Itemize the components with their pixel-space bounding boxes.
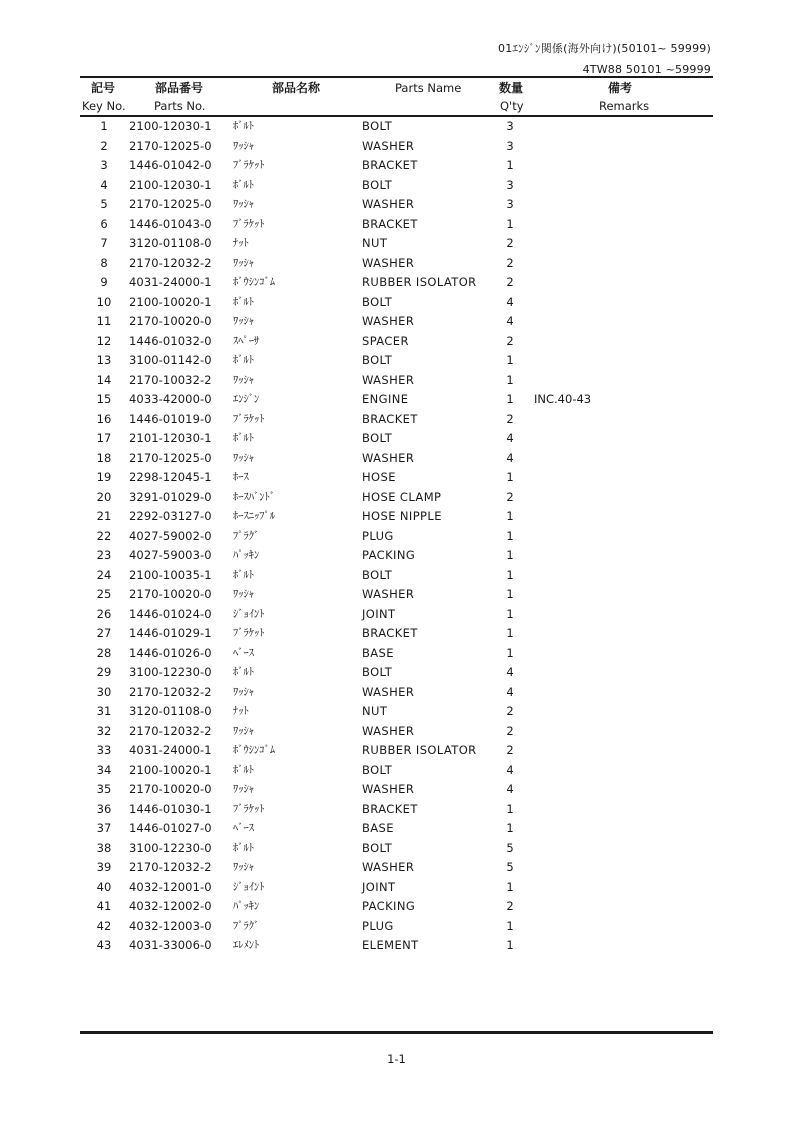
table-row — [0, 605, 793, 625]
part-name-en: JOINT — [362, 879, 396, 894]
quantity: 1 — [506, 567, 514, 582]
table-row — [0, 156, 793, 176]
key-no: 38 — [96, 840, 112, 855]
part-name-en: WASHER — [362, 587, 415, 601]
part-name-jp: ﾊﾟｯｷﾝ — [233, 549, 260, 561]
part-number: 1446-01032-0 — [129, 333, 212, 348]
table-row — [0, 839, 793, 859]
part-name-en: BOLT — [362, 294, 393, 309]
quantity: 1 — [506, 645, 514, 660]
part-number: 3100-12230-0 — [129, 840, 212, 855]
part-name-jp: ﾎﾞﾙﾄ — [233, 432, 254, 444]
part-name-en: WASHER — [362, 450, 415, 465]
part-name-en: BOLT — [362, 353, 393, 367]
part-name-en: RUBBER ISOLATOR — [362, 275, 477, 289]
part-number: 2100-12030-1 — [129, 119, 212, 133]
part-name-en: JOINT — [362, 606, 396, 621]
part-name-jp: ﾎｰｽﾊﾞﾝﾄﾞ — [233, 490, 275, 503]
key-no: 35 — [96, 782, 112, 796]
part-number: 2100-10020-1 — [129, 294, 212, 309]
key-no: 26 — [96, 606, 112, 621]
table-row — [0, 410, 793, 430]
quantity: 3 — [506, 119, 514, 133]
part-name-en: NUT — [362, 704, 388, 718]
part-name-en: PLUG — [362, 528, 394, 543]
part-number: 2170-12025-0 — [129, 138, 212, 153]
table-row — [0, 273, 793, 293]
table-row — [0, 390, 793, 410]
part-number: 4032-12003-0 — [129, 918, 212, 933]
part-name-en: BASE — [362, 645, 394, 660]
quantity: 2 — [506, 236, 514, 250]
key-no: 8 — [100, 255, 108, 270]
part-name-jp: ﾌﾟﾗｸﾞ — [233, 919, 260, 932]
page-number: 1-1 — [387, 1052, 406, 1066]
table-row — [0, 624, 793, 644]
part-name-jp: ﾜｯｼｬ — [233, 685, 254, 698]
key-no: 13 — [96, 353, 112, 367]
part-name-jp: ﾜｯｼｬ — [233, 256, 254, 269]
part-number: 4027-59003-0 — [129, 548, 212, 562]
part-name-en: BOLT — [362, 840, 393, 855]
part-number: 2170-12025-0 — [129, 450, 212, 465]
table-row — [0, 195, 793, 215]
part-name-jp: ｴﾝｼﾞﾝ — [233, 393, 260, 405]
table-row — [0, 488, 793, 508]
part-number: 1446-01026-0 — [129, 645, 212, 660]
key-no: 39 — [96, 860, 112, 874]
key-no: 37 — [96, 821, 112, 835]
key-no: 12 — [96, 333, 112, 348]
key-no: 34 — [96, 762, 112, 777]
table-row — [0, 429, 793, 449]
part-name-jp: ﾎｰｽﾆｯﾌﾟﾙ — [233, 510, 275, 522]
part-name-en: BRACKET — [362, 411, 418, 426]
quantity: 1 — [506, 548, 514, 562]
key-no: 41 — [96, 899, 112, 913]
part-name-jp: ﾌﾞﾗｹｯﾄ — [233, 159, 265, 171]
table-row — [0, 176, 793, 196]
table-row — [0, 761, 793, 781]
part-name-jp: ｽﾍﾟｰｻ — [233, 334, 260, 347]
key-no: 2 — [100, 138, 108, 153]
part-number: 3291-01029-0 — [129, 489, 212, 504]
quantity: 4 — [506, 294, 514, 309]
part-number: 2170-10020-0 — [129, 314, 212, 328]
key-no: 20 — [96, 489, 112, 504]
quantity: 2 — [506, 743, 514, 757]
key-no: 14 — [96, 372, 112, 387]
part-number: 3100-01142-0 — [129, 353, 212, 367]
table-row — [0, 312, 793, 332]
part-name-en: WASHER — [362, 255, 415, 270]
key-no: 31 — [96, 704, 112, 718]
table-row — [0, 917, 793, 937]
table-row — [0, 702, 793, 722]
part-name-jp: ﾎﾞﾙﾄ — [233, 666, 254, 678]
quantity: 2 — [506, 704, 514, 718]
table-row — [0, 117, 793, 137]
key-no: 19 — [96, 470, 112, 484]
header-key-en: Key No. — [82, 99, 126, 113]
part-name-en: PLUG — [362, 918, 394, 933]
part-name-en: PACKING — [362, 899, 416, 913]
part-name-jp: ﾎﾞｳｼﾝｺﾞﾑ — [233, 744, 275, 756]
part-name-en: WASHER — [362, 314, 415, 328]
key-no: 32 — [96, 723, 112, 738]
part-name-jp: ﾌﾞﾗｹｯﾄ — [233, 412, 265, 425]
quantity: 4 — [506, 431, 514, 445]
part-name-en: WASHER — [362, 138, 415, 153]
quantity: 4 — [506, 762, 514, 777]
quantity: 1 — [506, 821, 514, 835]
part-name-jp: ﾜｯｼｬ — [233, 139, 254, 152]
key-no: 40 — [96, 879, 112, 894]
quantity: 1 — [506, 216, 514, 231]
part-name-jp: ﾜｯｼｬ — [233, 373, 254, 386]
header-part-no-jp: 部品番号 — [155, 81, 204, 95]
part-number: 2101-12030-1 — [129, 431, 212, 445]
remarks: INC.40-43 — [534, 392, 592, 406]
table-row — [0, 468, 793, 488]
key-no: 11 — [96, 314, 112, 328]
part-name-jp: ｴﾚﾒﾝﾄ — [233, 939, 260, 951]
part-number: 2170-12032-2 — [129, 684, 212, 699]
key-no: 27 — [96, 626, 112, 640]
quantity: 1 — [506, 392, 514, 406]
part-number: 4027-59002-0 — [129, 528, 212, 543]
table-row — [0, 819, 793, 839]
quantity: 2 — [506, 489, 514, 504]
part-name-en: BOLT — [362, 665, 393, 679]
part-number: 1446-01030-1 — [129, 801, 212, 816]
key-no: 25 — [96, 587, 112, 601]
key-no: 16 — [96, 411, 112, 426]
quantity: 2 — [506, 275, 514, 289]
part-name-jp: ﾜｯｼｬ — [233, 198, 254, 210]
quantity: 1 — [506, 879, 514, 894]
key-no: 23 — [96, 548, 112, 562]
key-no: 3 — [100, 158, 108, 172]
header-part-no-en: Parts No. — [154, 99, 206, 113]
table-row — [0, 878, 793, 898]
header-name-en: Parts Name — [395, 81, 462, 95]
table-row — [0, 293, 793, 313]
part-name-en: BOLT — [362, 177, 393, 192]
part-number: 4032-12002-0 — [129, 899, 212, 913]
key-no: 21 — [96, 509, 112, 523]
part-name-en: BOLT — [362, 119, 393, 133]
key-no: 33 — [96, 743, 112, 757]
part-number: 2170-12032-2 — [129, 255, 212, 270]
part-number: 4032-12001-0 — [129, 879, 212, 894]
part-name-en: WASHER — [362, 782, 415, 796]
table-row — [0, 234, 793, 254]
part-number: 2292-03127-0 — [129, 509, 212, 523]
table-row — [0, 527, 793, 547]
part-name-jp: ﾎﾞﾙﾄ — [233, 568, 254, 581]
quantity: 3 — [506, 177, 514, 192]
quantity: 1 — [506, 918, 514, 933]
part-name-jp: ｼﾞｮｲﾝﾄ — [233, 880, 265, 893]
quantity: 1 — [506, 938, 514, 952]
table-top-rule — [80, 76, 713, 78]
header-remarks-jp: 備考 — [608, 81, 633, 95]
part-name-en: HOSE NIPPLE — [362, 509, 442, 523]
table-row — [0, 449, 793, 469]
part-name-jp: ﾊﾟｯｷﾝ — [233, 900, 260, 912]
page-header — [498, 38, 711, 80]
part-name-jp: ﾜｯｼｬ — [233, 783, 254, 795]
table-row — [0, 936, 793, 956]
quantity: 4 — [506, 684, 514, 699]
key-no: 7 — [100, 236, 108, 250]
table-row — [0, 780, 793, 800]
key-no: 18 — [96, 450, 112, 465]
table-row — [0, 254, 793, 274]
part-name-jp: ﾎﾞﾙﾄ — [233, 178, 254, 191]
parts-table-body — [0, 117, 793, 956]
part-number: 3120-01108-0 — [129, 704, 212, 718]
table-row — [0, 215, 793, 235]
key-no: 29 — [96, 665, 112, 679]
header-qty-en: Q'ty — [500, 99, 524, 113]
part-name-en: WASHER — [362, 372, 415, 387]
part-name-en: BOLT — [362, 431, 393, 445]
table-row — [0, 351, 793, 371]
part-name-en: BRACKET — [362, 626, 418, 640]
part-number: 2100-10020-1 — [129, 762, 212, 777]
part-name-jp: ﾌﾞﾗｹｯﾄ — [233, 802, 265, 815]
part-number: 1446-01027-0 — [129, 821, 212, 835]
part-name-jp: ﾌﾞﾗｹｯﾄ — [233, 217, 265, 230]
part-name-en: HOSE — [362, 470, 396, 484]
part-number: 2170-12025-0 — [129, 197, 212, 211]
key-no: 15 — [96, 392, 112, 406]
model-range: 4TW88 50101 ~59999 — [582, 63, 711, 76]
quantity: 5 — [506, 860, 514, 874]
part-name-en: BRACKET — [362, 801, 418, 816]
quantity: 2 — [506, 899, 514, 913]
part-name-en: HOSE CLAMP — [362, 489, 442, 504]
part-name-jp: ﾎﾞﾙﾄ — [233, 295, 254, 308]
part-number: 1446-01042-0 — [129, 158, 212, 172]
quantity: 4 — [506, 782, 514, 796]
part-number: 2170-12032-2 — [129, 723, 212, 738]
quantity: 2 — [506, 333, 514, 348]
part-name-jp: ﾎﾞﾙﾄ — [233, 354, 254, 366]
part-number: 3100-12230-0 — [129, 665, 212, 679]
key-no: 10 — [96, 294, 112, 309]
part-name-jp: ﾎﾞﾙﾄ — [233, 763, 254, 776]
table-row — [0, 585, 793, 605]
quantity: 3 — [506, 197, 514, 211]
part-name-en: ENGINE — [362, 392, 409, 406]
key-no: 4 — [100, 177, 108, 192]
part-name-jp: ﾜｯｼｬ — [233, 451, 254, 464]
part-name-en: BRACKET — [362, 216, 418, 231]
key-no: 30 — [96, 684, 112, 699]
quantity: 1 — [506, 372, 514, 387]
part-number: 1446-01024-0 — [129, 606, 212, 621]
part-name-en: ELEMENT — [362, 938, 419, 952]
quantity: 2 — [506, 411, 514, 426]
quantity: 4 — [506, 665, 514, 679]
part-name-jp: ﾜｯｼｬ — [233, 724, 254, 737]
part-name-jp: ﾎﾞﾙﾄ — [233, 120, 254, 132]
quantity: 1 — [506, 353, 514, 367]
part-name-en: WASHER — [362, 723, 415, 738]
part-name-jp: ﾎｰｽ — [233, 471, 249, 483]
key-no: 1 — [100, 119, 108, 133]
part-name-jp: ﾅｯﾄ — [233, 705, 249, 717]
key-no: 24 — [96, 567, 112, 582]
table-row — [0, 507, 793, 527]
quantity: 1 — [506, 606, 514, 621]
part-name-en: NUT — [362, 236, 388, 250]
part-number: 4031-24000-1 — [129, 743, 212, 757]
table-row — [0, 137, 793, 157]
part-name-en: RUBBER ISOLATOR — [362, 743, 477, 757]
quantity: 1 — [506, 626, 514, 640]
table-row — [0, 371, 793, 391]
quantity: 2 — [506, 255, 514, 270]
quantity: 1 — [506, 158, 514, 172]
part-name-jp: ﾜｯｼｬ — [233, 315, 254, 327]
part-name-en: PACKING — [362, 548, 416, 562]
part-number: 2170-10020-0 — [129, 782, 212, 796]
part-number: 1446-01029-1 — [129, 626, 212, 640]
section-title: 01ｴﾝｼﾞﾝ関係(海外向け)(50101~ 59999) — [498, 42, 711, 55]
table-row — [0, 332, 793, 352]
part-name-jp: ﾎﾞﾙﾄ — [233, 841, 254, 854]
part-number: 2100-12030-1 — [129, 177, 212, 192]
quantity: 1 — [506, 470, 514, 484]
quantity: 4 — [506, 450, 514, 465]
key-no: 28 — [96, 645, 112, 660]
header-name-jp: 部品名称 — [272, 81, 321, 95]
quantity: 3 — [506, 138, 514, 153]
table-row — [0, 644, 793, 664]
part-number: 2170-10032-2 — [129, 372, 212, 387]
part-number: 2100-10035-1 — [129, 567, 212, 582]
header-qty-jp: 数量 — [499, 81, 524, 95]
part-name-jp: ｼﾞｮｲﾝﾄ — [233, 607, 265, 620]
part-name-jp: ﾍﾞｰｽ — [233, 646, 254, 659]
table-bottom-rule — [80, 1031, 713, 1034]
quantity: 1 — [506, 587, 514, 601]
table-row — [0, 546, 793, 566]
part-name-jp: ﾍﾞｰｽ — [233, 822, 254, 834]
part-name-en: BASE — [362, 821, 394, 835]
part-name-en: BOLT — [362, 567, 393, 582]
part-name-en: WASHER — [362, 197, 415, 211]
quantity: 5 — [506, 840, 514, 855]
part-number: 1446-01019-0 — [129, 411, 212, 426]
quantity: 1 — [506, 528, 514, 543]
part-number: 4033-42000-0 — [129, 392, 212, 406]
part-number: 4031-24000-1 — [129, 275, 212, 289]
part-name-jp: ﾌﾞﾗｹｯﾄ — [233, 627, 265, 639]
quantity: 1 — [506, 509, 514, 523]
part-name-en: BOLT — [362, 762, 393, 777]
table-row — [0, 683, 793, 703]
header-key-jp: 記号 — [91, 81, 116, 95]
part-name-en: WASHER — [362, 684, 415, 699]
part-name-jp: ﾜｯｼｬ — [233, 588, 254, 600]
quantity: 1 — [506, 801, 514, 816]
table-row — [0, 858, 793, 878]
header-remarks-en: Remarks — [599, 99, 650, 113]
part-number: 2298-12045-1 — [129, 470, 212, 484]
part-number: 2170-12032-2 — [129, 860, 212, 874]
part-name-en: WASHER — [362, 860, 415, 874]
table-row — [0, 897, 793, 917]
table-row — [0, 800, 793, 820]
table-row — [0, 566, 793, 586]
part-name-jp: ﾎﾞｳｼﾝｺﾞﾑ — [233, 276, 275, 288]
key-no: 22 — [96, 528, 112, 543]
key-no: 5 — [100, 197, 108, 211]
key-no: 43 — [96, 938, 112, 952]
key-no: 9 — [100, 275, 108, 289]
part-name-jp: ﾜｯｼｬ — [233, 861, 254, 873]
part-name-en: SPACER — [362, 333, 409, 348]
table-row — [0, 741, 793, 761]
part-number: 1446-01043-0 — [129, 216, 212, 231]
part-name-jp: ﾌﾟﾗｸﾞ — [233, 529, 260, 542]
quantity: 4 — [506, 314, 514, 328]
part-name-en: BRACKET — [362, 158, 418, 172]
key-no: 6 — [100, 216, 108, 231]
part-number: 2170-10020-0 — [129, 587, 212, 601]
key-no: 17 — [96, 431, 112, 445]
key-no: 36 — [96, 801, 112, 816]
part-number: 3120-01108-0 — [129, 236, 212, 250]
part-name-jp: ﾅｯﾄ — [233, 237, 249, 249]
part-number: 4031-33006-0 — [129, 938, 212, 952]
table-row — [0, 663, 793, 683]
quantity: 2 — [506, 723, 514, 738]
key-no: 42 — [96, 918, 112, 933]
table-row — [0, 722, 793, 742]
